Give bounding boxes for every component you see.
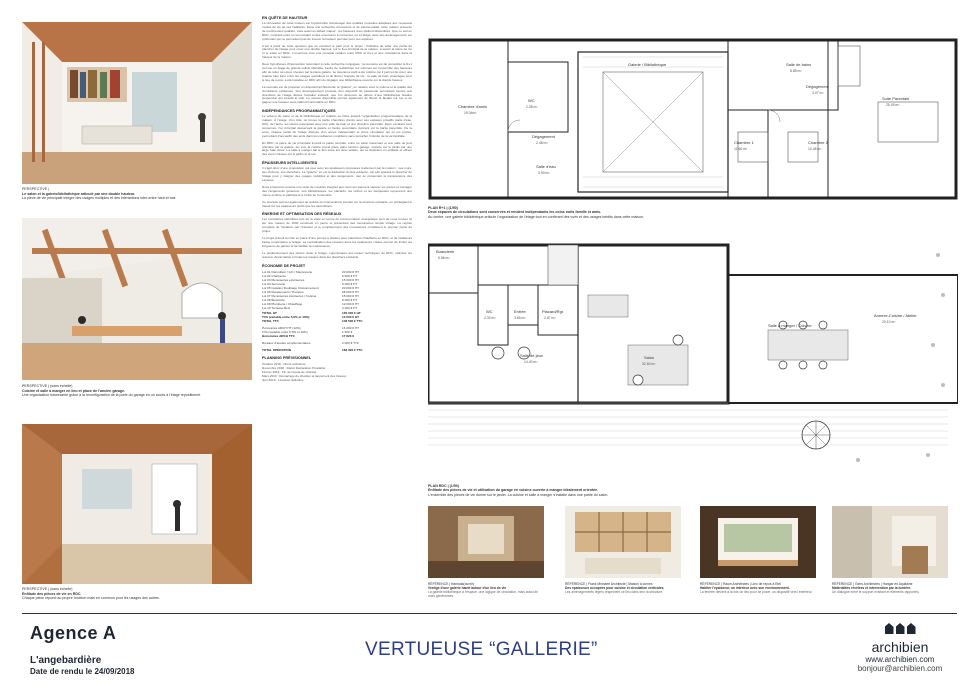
room-area: 11.60 m² bbox=[734, 147, 748, 151]
room-label: Chambre d'amis bbox=[458, 104, 487, 109]
reference-photo bbox=[565, 506, 681, 578]
reference-desc: La galerie bibliothèque à l'espace, une logique de circulation, mais aussi de vues généreuses. bbox=[428, 590, 539, 599]
reference-text bbox=[700, 582, 816, 594]
plan-r1-caption bbox=[428, 206, 748, 219]
paragraph: La rénovation de cette maison est l'opportunité d'aménager des qualités nouvelles adaptées aux nouveaux modes de vie de ses habitants. Dans une recherche d'ouverture et de transversalité, cette maison présente de nombreuses qualités, mais aussi un défaut majeur : les hauteurs sous plafond disponibles. Que ce soit en RDC, contraint entre un sol existant et des ouvertures à conserver, ou à l'étage, avec des aménagements sur profondes qui ne permettent pas de trouver la hauteur permise pour ces espaces. bbox=[262, 21, 412, 41]
section-title: PLANNING PRÉVISIONNEL bbox=[262, 356, 312, 361]
houses-logo-icon bbox=[845, 623, 955, 637]
house-icon bbox=[896, 623, 905, 634]
planning-line: Mars 2019 : Démarrage du chantier et lancement des travaux bbox=[262, 374, 347, 379]
room-area: 3.90 m² bbox=[538, 171, 550, 175]
cost-label: Lot 09 Plomberie / Chauffage bbox=[262, 302, 303, 307]
house-icon bbox=[907, 623, 916, 634]
perspective-render-1 bbox=[22, 22, 252, 184]
perspective-subtitle: Le salon et la galerie/bibliothèque articulé par une double hauteur. bbox=[22, 191, 136, 196]
reference-title: RÉFÉRENCE | Frank Minnaert Architecte | Maison à curnes bbox=[565, 582, 653, 586]
reference-text bbox=[565, 582, 681, 594]
footer bbox=[0, 613, 979, 689]
cost-value: 5 000 € HT bbox=[342, 281, 358, 286]
cost-label: Lot 07 Menuiseries intérieures / Cuisine bbox=[262, 294, 317, 299]
cost-label: TOTAL HT bbox=[262, 310, 277, 315]
reference-subtitle: Des épaisseurs occupées pour cuisine et circulation verticales. bbox=[565, 586, 665, 591]
room-label: Chambre 1 bbox=[734, 140, 754, 145]
house-icon bbox=[885, 623, 894, 634]
section-title: ÉPAISSEURS INTELLIGENTES bbox=[262, 161, 318, 166]
section-title: ÉNERGIE ET OPTIMISATION DES RÉSEAUX bbox=[262, 212, 342, 217]
room-area: 20.10 m² bbox=[882, 320, 896, 324]
reference-title: RÉFÉRENCE | Raum Architectes | Lieu de repos à Etel bbox=[700, 582, 781, 586]
cost-label: Lot 10 Terrasse Bois bbox=[262, 306, 291, 311]
plan-subtitle: Enfilade des pièces de vie et utilisation du garage en cuisine ouverte à manger idéalement orientée. bbox=[428, 488, 599, 493]
cost-value: 17 820 € bbox=[342, 334, 355, 338]
cost-value: 8 000 € HT bbox=[342, 298, 358, 303]
room-label: Salle d'eau bbox=[536, 164, 556, 169]
cost-value: 168 320 € TTC bbox=[342, 348, 363, 353]
perspective-caption-2 bbox=[22, 384, 262, 398]
cost-label: Lot 06 Revêtements / Peinture bbox=[262, 290, 304, 295]
room-label: Chambre 2 bbox=[808, 140, 828, 145]
cost-value: 6 000 € HT bbox=[342, 273, 358, 278]
cost-row bbox=[262, 341, 412, 345]
paragraph: Les contraintes identifiées lors de la visite en terme de consommation énergétique sont de nous trouver ici sur une maison de 1930 construite en pierre et présentant des menuiseries simple vitrage. La reprise complète de l'isolation par l'intérieur et le remplacement des menuiseries constituent le premier poste du projet. bbox=[262, 217, 412, 234]
cost-label: Lot 04 Serrurerie bbox=[262, 281, 286, 286]
section-title: INDÉPENDANCES PROGRAMMATIQUES bbox=[262, 109, 336, 114]
cost-label: Lot 02 Charpente bbox=[262, 273, 286, 278]
room-area: 14.40 m² bbox=[524, 360, 538, 364]
plan-title: PLAN RDC | (1/50) bbox=[428, 484, 459, 488]
room-label: Suite Parentale bbox=[882, 96, 910, 101]
planning-line: Juin 2019 : Livraison définitive bbox=[262, 378, 304, 383]
cost-label: TOTAL TTC bbox=[262, 318, 279, 323]
brand-block bbox=[845, 623, 955, 673]
reference-desc: Les aménagements légers respectent ce lieu dans leur la structure. bbox=[565, 590, 664, 595]
reference-photo bbox=[700, 506, 816, 578]
plan-desc: L'ensemble des pièces de vie donne sur le jardin. La cuisine et salle à manger s'installe dans une partie du salon. bbox=[428, 492, 609, 497]
perspective-desc: Chaque pièce répond au propre fonction mais en commun pour les usages des autres. bbox=[22, 596, 160, 601]
cost-value: 16 200 € HT bbox=[342, 325, 360, 330]
perspective-desc: La pièce de vie principale intègre des usages multiples et des interactions inter-entre haut et bas bbox=[22, 196, 176, 201]
section-title: ÉCONOMIE DE PROJET bbox=[262, 263, 306, 268]
reference-text bbox=[428, 582, 544, 598]
client-name: L'angebardière bbox=[30, 655, 102, 666]
room-label: WC bbox=[528, 98, 535, 103]
room-area: 8.85 m² bbox=[790, 69, 802, 73]
room-area: 2.28 m² bbox=[526, 105, 538, 109]
room-label: Buanderie bbox=[436, 249, 455, 254]
section-title: EN QUÊTE DE HAUTEUR bbox=[262, 16, 308, 20]
paragraph: Le positionnement des pièces d'eau à l'étage, superposées aux locaux techniques du RDC, optimise les réseaux d'évacuation et limite les travaux dans les planchers existants. bbox=[262, 250, 412, 259]
plan-r1 bbox=[428, 22, 958, 202]
room-label: Salon bbox=[644, 355, 655, 360]
reference-photo bbox=[428, 506, 544, 578]
cost-value: 15 000 € HT bbox=[342, 277, 360, 282]
cost-label: Lot 03 Menuiseries extérieures bbox=[262, 277, 305, 282]
reference-desc: La fenêtre devient à la fois un lieu pour se poser, un dispositif vers l'extérieur. bbox=[700, 590, 813, 595]
brand-url[interactable]: www.archibien.com bbox=[865, 655, 935, 664]
room-area: 32.60 m² bbox=[642, 362, 656, 366]
reference-photo bbox=[832, 506, 948, 578]
room-area: 10.48 m² bbox=[808, 147, 822, 151]
cost-label: Bureaux d'études complémentaires bbox=[262, 341, 311, 346]
cost-total-row bbox=[262, 319, 412, 323]
cost-label: TOTAL OPÉRATION bbox=[262, 348, 291, 353]
reference-subtitle: Matérialités révélées et intervention par la lumière. bbox=[832, 586, 912, 591]
room-area: 2.48 m² bbox=[536, 141, 548, 145]
room-area: 2.30 m² bbox=[484, 316, 496, 320]
room-label: Dégagement bbox=[806, 84, 829, 89]
paragraph: En RDC, la pièce de vie principale investit la partie centrale, entre un salon traversant et une salle de jeux articulée par la galerie. Au sud, la cuisine prend place dans l'ancien garage, ouverte sur le jardin par une large baie vitrée. La salle à manger fait le lien entre les deux entités, qui se déploient en enfilade et offrent des vues croisées sur le jardin et la rue. bbox=[262, 140, 412, 157]
cost-label: Lot 05 Isolation Doublage Cloisonnement bbox=[262, 285, 319, 290]
paragraph: Ce procédé permet également de réduire les interventions lourdes sur la structure existante, en privilégiant le travail sur les épaisseurs plutôt que les démolitions. bbox=[262, 199, 412, 208]
perspective-render-2 bbox=[22, 218, 252, 380]
perspective-render-3 bbox=[22, 424, 252, 584]
reference-card-1 bbox=[428, 506, 544, 598]
cost-label: Honoraires ARCH HT (12%) bbox=[262, 325, 301, 330]
cost-value: 2 000 € TTC bbox=[342, 341, 360, 346]
room-label: Placard/Rgt bbox=[542, 309, 563, 314]
perspective-title: PERSPECTIVE | bbox=[22, 187, 50, 191]
room-area: 3.07 m² bbox=[812, 91, 824, 95]
room-label: WC bbox=[486, 309, 493, 314]
plan-subtitle: Deux espaces de circulations sont conservés et rendent indépendants les coins nuits famille et amis. bbox=[428, 210, 602, 215]
cost-value: 12 000 € HT bbox=[342, 302, 360, 307]
reference-subtitle: Habiter l'épaisseur, un intérieur avec son environnement. bbox=[700, 586, 790, 591]
room-area: 3.65 m² bbox=[514, 316, 526, 320]
plan-desc: Au centre, une galerie bibliothèque articule l'organisation de l'étage tout en conférant des vues et des usages inédits dans cette maison. bbox=[428, 214, 644, 219]
cost-table bbox=[262, 270, 412, 353]
room-label: Salle à manger / Cuisine bbox=[768, 323, 812, 328]
cost-value: 135 000 € HT bbox=[342, 310, 361, 315]
room-area: 5.96 m² bbox=[438, 256, 450, 260]
reference-card-4 bbox=[832, 506, 948, 594]
reference-title: RÉFÉRENCE | Hamada(ouvrir) bbox=[428, 582, 474, 586]
plan-rdc-caption bbox=[428, 484, 748, 497]
project-title: VERTUEUSE “GALLERIE” bbox=[365, 639, 598, 660]
planning-line: Octobre 2018 : Choix architecte bbox=[262, 362, 306, 367]
room-label: Galerie / Bibliothèque bbox=[628, 62, 667, 67]
reference-title: RÉFÉRENCE | Gens Architectes | Hangar en Aquitaine bbox=[832, 582, 913, 586]
agency-name: Agence A bbox=[30, 623, 117, 643]
cost-value: 148 500 € TTC bbox=[342, 318, 363, 323]
reference-card-2 bbox=[565, 506, 681, 594]
cost-label: Lot 01 Démolition / GO / Maçonnerie bbox=[262, 269, 313, 274]
cost-label: Honoraires ARCH TTC bbox=[262, 334, 295, 338]
paragraph: Il s'agit donc d'une proposition qui joue avec les épaisseurs proposées réellement par la maison : ses murs, ses cloisons, ses planchers. La "galerie" en est la traduction la plus évidente, car elle épaissit le plancher de l'étage pour y intégrer des usages multiples et des rangements, tout en préservant la transparence des espaces. bbox=[262, 166, 412, 182]
cost-label: TVA (variable entre 5,5% et 10%) bbox=[262, 314, 310, 319]
brand-name: archibien bbox=[871, 639, 929, 655]
delivery-date: Date de rendu le 24/09/2018 bbox=[30, 667, 135, 676]
cost-label: Lot 08 Électricité bbox=[262, 298, 285, 303]
perspective-title: PERSPECTIVE | (sans échelle) bbox=[22, 587, 73, 591]
perspective-subtitle: Cuisine et salle à manger en lieu et place de l'ancien garage. bbox=[22, 388, 126, 393]
reference-card-3 bbox=[700, 506, 816, 594]
brand-email[interactable]: bonjour@archibien.com bbox=[857, 664, 943, 673]
cost-total-row bbox=[262, 334, 412, 338]
cost-total-row bbox=[262, 348, 412, 352]
plan-title: PLAN R+1 | (1/50) bbox=[428, 206, 458, 210]
planning-line: Février 2019 : Fin de l'étude de chantier bbox=[262, 370, 317, 375]
cost-label: TVA (variable entre 5,5% et 10%) bbox=[262, 329, 308, 334]
room-area: 19.04m² bbox=[464, 111, 477, 115]
paragraph: Le projet prévoit la mise en place d'une pompe à chaleur avec planchers chauffants en RDC, et de radiateurs basse température à l'étage. La centralisation des réseaux dans les épaisseurs créées permet de limiter les longueurs de gaines et de faciliter la maintenance. bbox=[262, 236, 412, 248]
cost-value: 3 000 € HT bbox=[342, 306, 358, 311]
cost-value: 1 620 € bbox=[342, 329, 353, 334]
room-area: 25.49 m² bbox=[886, 103, 900, 107]
cost-value: 15 000 € HT bbox=[342, 294, 360, 299]
room-label: Annexe-Cuisine / Atelier bbox=[874, 313, 917, 318]
paragraph: Le volume du salon et de la bibliothèque en relation se hisse jusqu'à l'organisation programmatique de la maison. À l'étage, d'un côté, on trouve la partie chambres d'amis avec ses espaces privatifs (salle d'eau, WC), de l'autre, les pièces parentales avec une salle de bain et une chambre parentale. Deux escaliers sont conservés, l'un principal desservant la galerie et l'autre secondaire donnant sur la partie parentale. De la sorte, chaque partie de l'étage dispose d'un accès indépendant et d'une circulation qui lui est propre, permettant d'accueillir des amis dans les meilleures conditions sans perturber l'intimité de la vie familiale. bbox=[262, 114, 412, 138]
perspective-desc: Une organisation traversante grâce à la reconfiguration de la porte du garage en un accès à l'étage repositionné. bbox=[22, 393, 202, 398]
paragraph: Deux hypothèses d'intervention répondent à cette recherche conjuguée : la première est de consolider le R+1 comme un étage de grande cellule libérable, l'autre de redistribuer les volumes sur l'ensemble des hauteurs afin de relier ces deux niveaux par la pièce galerie. Le deuxième parti a été préféré car il permet de créer une relation plus forte entre les usages quotidiens et de libérer l'espace de vie : la salle de bain, aménagée pour le lieu de repos, a été installée en RDC afin de dégager une bibliothèque ouverte sur la double hauteur. bbox=[262, 62, 412, 82]
room-label: Entrée bbox=[514, 309, 526, 314]
perspective-subtitle: Enfilade des pièces de vie en RDC. bbox=[22, 591, 82, 596]
reference-desc: Un dialogue entre le support existant et éléments rapportés. bbox=[832, 590, 920, 595]
paragraph: Nous proposons ensuite une série de meubles intégrés aux murs qui viennent séparer les pièces et ménager des rangements généreux. Les bibliothèques, les placards, les niches et les banquettes reprennent une même écriture et participent à l'unité de l'ensemble. bbox=[262, 184, 412, 197]
planning-line: Novembre 2018 : Dépôt Déclaration Préalable bbox=[262, 366, 326, 371]
cost-value: 20 000 € HT bbox=[342, 269, 360, 274]
planning-list bbox=[262, 362, 412, 382]
cost-value: 20 000 € HT bbox=[342, 285, 360, 290]
perspective-caption-1 bbox=[22, 187, 262, 201]
room-label: Salle de jeux bbox=[520, 353, 543, 358]
paragraph: La seconde est de proposer un dispositif architectural, la "galerie", en relation avec le volume et la qualité des circulations existantes. Son développement procède d'un dispositif de passerelle permettant l'accès aux chambres de l'étage depuis l'escalier existant, que l'on découvre au détour d'une bibliothèque linéaire suspendue qui investit le vide. Le volume disponible permet également de libérer la façade sur rue et de gagner une hauteur sous plafond confortable en RDC. bbox=[262, 84, 412, 105]
reference-subtitle: Vestige d'une galerie haute autour d'un lieu de vie bbox=[428, 586, 507, 591]
room-label: Salle de bains bbox=[786, 62, 812, 67]
plan-rdc bbox=[428, 235, 958, 480]
perspective-title: PERSPECTIVE | (sans échelle) bbox=[22, 384, 73, 388]
cost-value: 13 500 € HT bbox=[342, 314, 360, 319]
reference-text bbox=[832, 582, 948, 594]
perspective-caption-3 bbox=[22, 587, 262, 601]
paragraph: C'est à partir de cette question que se construit le parti pour le projet : l'initiative de vider une partie du plancher de l'étage pour créer une double hauteur, sur le lieu principal de la maison, à savoir la pièce de vie et le salon en RDC. L'ouverture crée une nouvelle relation entre RDC et R+1 et des circulations dans la hauteur de la maison. bbox=[262, 43, 412, 60]
room-area: 2.87 m² bbox=[544, 316, 556, 320]
cost-value: 25 000 € HT bbox=[342, 290, 360, 295]
footer-divider bbox=[22, 613, 957, 614]
room-label: Dégagement bbox=[532, 134, 555, 139]
project-text-column bbox=[262, 12, 412, 612]
